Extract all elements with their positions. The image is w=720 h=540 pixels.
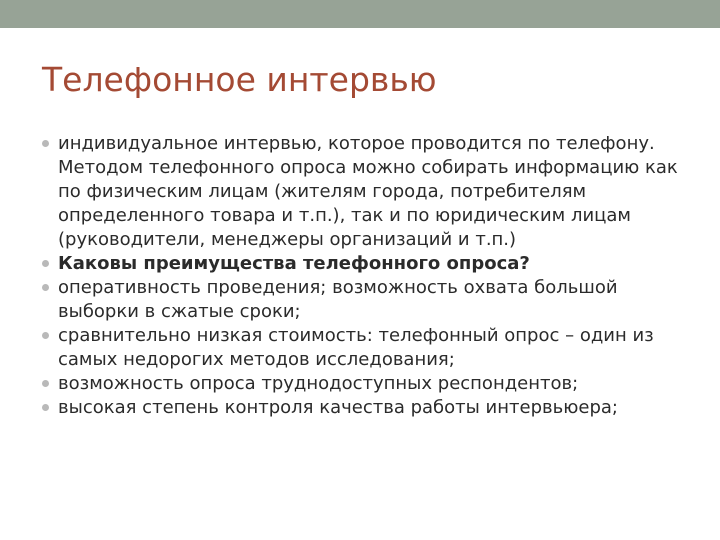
bullet-item-reach [40, 372, 700, 396]
bullet-dot-icon [42, 140, 49, 147]
bullet-item-definition [40, 132, 700, 252]
bullet-dot-icon [42, 404, 49, 411]
bullet-text: индивидуальное интервью, которое проводится по телефону. Методом телефонного опроса можно собирать информацию как по физическим лицам (жителям города, потребителям определенного товара и т.п.), так и по юридическим лицам (руководители, менеджеры организаций и т.п.) [58, 133, 678, 250]
bullet-item-question [40, 252, 700, 276]
bullet-text: сравнительно низкая стоимость: телефонный опрос – один из самых недорогих методов исследования; [58, 325, 654, 370]
bullet-text: Каковы преимущества телефонного опроса? [58, 253, 530, 274]
bullet-list [40, 132, 700, 420]
bullet-item-speed [40, 276, 700, 324]
bullet-text: высокая степень контроля качества работы интервьюера; [58, 397, 618, 418]
bullet-dot-icon [42, 260, 49, 267]
bullet-dot-icon [42, 332, 49, 339]
bullet-text: возможность опроса труднодоступных респондентов; [58, 373, 579, 394]
slide-title: Телефонное интервью [42, 60, 437, 99]
bullet-text: оперативность проведения; возможность охвата большой выборки в сжатые сроки; [58, 277, 618, 322]
top-accent-bar [0, 0, 720, 28]
bullet-dot-icon [42, 380, 49, 387]
bullet-item-cost [40, 324, 700, 372]
bullet-item-control [40, 396, 700, 420]
bullet-dot-icon [42, 284, 49, 291]
